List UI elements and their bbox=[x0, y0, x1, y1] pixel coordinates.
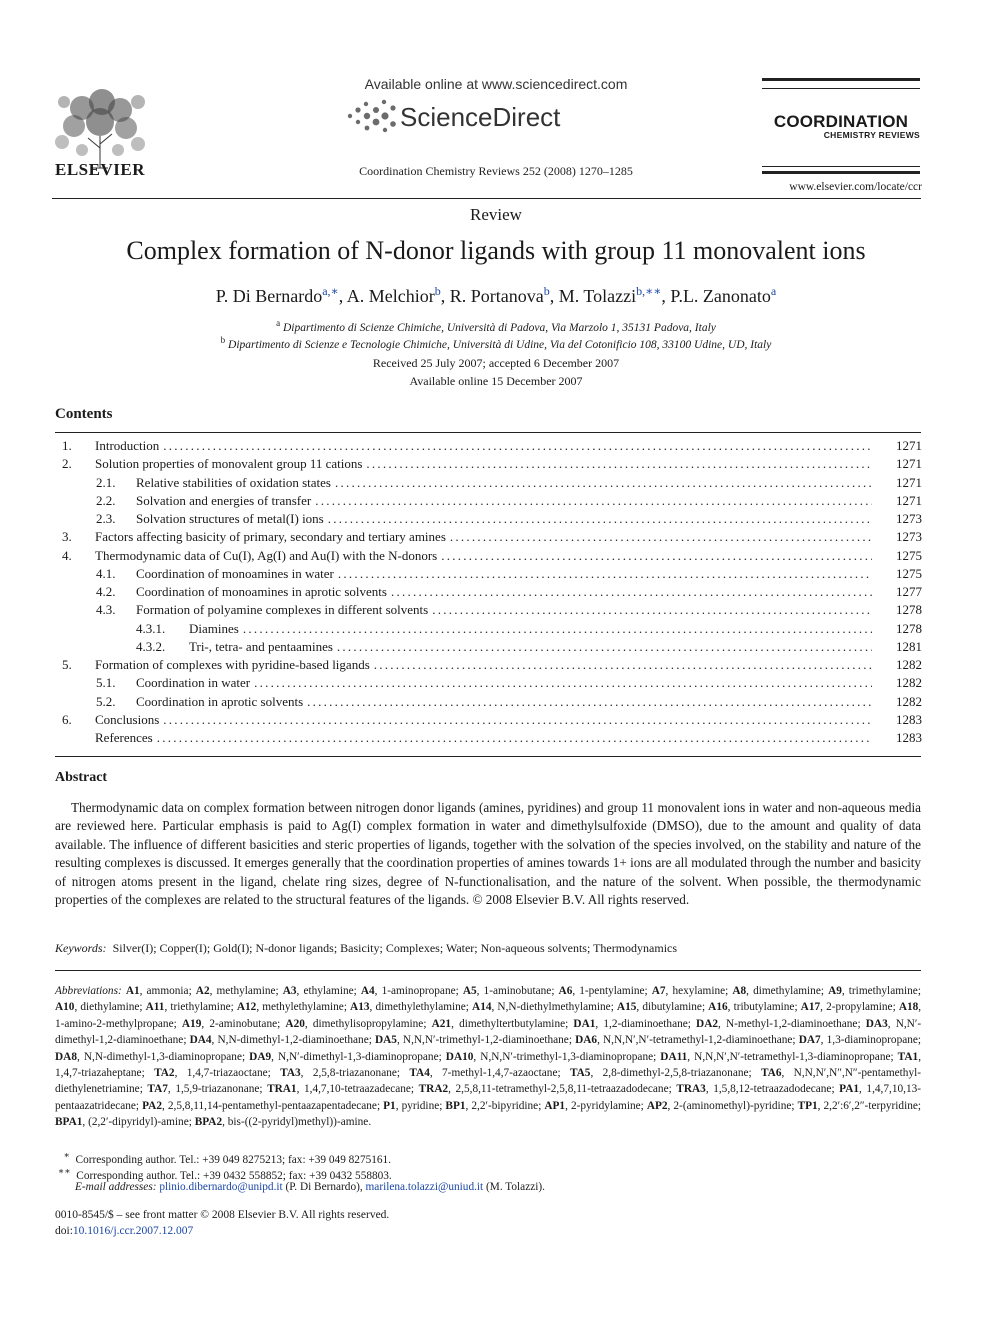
abbreviation-definition: 1-aminobutane bbox=[483, 985, 552, 997]
abbreviation-definition: (2,2′-dipyridyl)-amine bbox=[88, 1116, 189, 1129]
abbreviations bbox=[55, 983, 921, 1131]
author-list bbox=[0, 284, 992, 307]
toc-entry[interactable] bbox=[62, 455, 922, 473]
abbreviation-definition: hexylamine bbox=[672, 985, 726, 997]
toc-leader-dots bbox=[391, 583, 872, 601]
author-name: A. Melchior bbox=[346, 286, 435, 306]
toc-leader-dots bbox=[307, 693, 872, 711]
toc-entry-number: 5.1. bbox=[96, 675, 116, 691]
abbreviation-code: TRA3 bbox=[676, 1083, 706, 1096]
toc-leader-dots bbox=[328, 510, 872, 528]
toc-entry-page: 1271 bbox=[896, 456, 922, 472]
toc-entry-page: 1271 bbox=[896, 474, 922, 490]
keywords-list: Silver(I); Copper(I); Gold(I); N-donor ligands; Basicity; Complexes; Water; Non-aqueous solvents; Thermodynamics bbox=[112, 941, 678, 955]
toc-entry-title: Solution properties of monovalent group 11 cations bbox=[95, 456, 363, 472]
abbreviation-code: DA5 bbox=[374, 1034, 397, 1047]
toc-entry-page: 1281 bbox=[896, 638, 922, 654]
abbreviation-definition: 1,4,7-triazaheptane bbox=[55, 1067, 142, 1080]
affiliation-a: $^a$ Dipartimento di Scienze Chimiche, Università di Padova, Via Marzolo 1, 35131 Padova, Italy bbox=[276, 318, 716, 334]
toc-entry-page: 1282 bbox=[896, 675, 922, 691]
copyright-notice: 0010-8545/$ – see front matter © 2008 Elsevier B.V. All rights reserved. bbox=[55, 1209, 390, 1221]
toc-entry-title: Coordination of monoamines in aprotic solvents bbox=[136, 584, 387, 599]
toc-entry-title: Formation of complexes with pyridine-based ligands bbox=[95, 657, 370, 672]
abbreviation-definition: 1,5,8,12-tetraazadodecane bbox=[713, 1083, 832, 1096]
abbreviation-definition: N,N′-dimethyl-1,2-diaminoethane bbox=[55, 1017, 922, 1047]
author-affiliation-mark[interactable]: b bbox=[434, 284, 441, 298]
abbreviation-definition: 1-amino-2-methylpropane bbox=[55, 1017, 174, 1030]
available-online-date: Available online 15 December 2007 bbox=[409, 374, 583, 388]
abbreviation-definition: 1,4,7,10-tetraazadecane bbox=[303, 1083, 411, 1096]
toc-leader-dots bbox=[254, 674, 872, 692]
abbreviation-definition: N,N-dimethyl-1,2-diaminoethane bbox=[217, 1034, 369, 1047]
toc-entry[interactable] bbox=[62, 528, 922, 546]
toc-entry-title: Solvation structures of metal(I) ions bbox=[136, 511, 324, 526]
toc-leader-dots bbox=[163, 711, 872, 729]
toc-leader-dots bbox=[163, 437, 872, 455]
abbreviation-code: A12 bbox=[236, 1001, 257, 1014]
toc-entry[interactable] bbox=[62, 583, 922, 601]
toc-entry-page: 1283 bbox=[896, 730, 922, 745]
abbreviation-definition: 2-aminobutane bbox=[209, 1017, 278, 1030]
abbreviation-code: A16 bbox=[708, 1001, 728, 1014]
abbreviation-definition: dimethylisopropylamine bbox=[312, 1017, 424, 1030]
abstract-heading: Abstract bbox=[55, 770, 108, 785]
abbreviation-code: TA1 bbox=[897, 1050, 919, 1063]
journal-logo-rule bbox=[762, 88, 920, 89]
journal-url-link[interactable]: www.elsevier.com/locate/ccr bbox=[789, 181, 922, 193]
toc-entry[interactable] bbox=[62, 729, 922, 747]
abbreviation-definition: N,N,N′-trimethyl-1,3-diaminopropane bbox=[480, 1050, 654, 1063]
toc-leader-dots bbox=[315, 492, 872, 510]
email-link-tolazzi[interactable]: marilena.tolazzi@uniud.it bbox=[365, 1181, 484, 1193]
abbreviation-code: A6 bbox=[558, 985, 573, 997]
toc-entry-number: 4. bbox=[62, 547, 72, 563]
corresponding-author-2: ∗∗ Corresponding author. Tel.: +39 0432 558852; fax: +39 0432 558803. bbox=[57, 1167, 392, 1182]
author-separator: , bbox=[549, 286, 559, 306]
abbreviation-code: A10 bbox=[55, 1001, 75, 1014]
abbreviation-code: A13 bbox=[350, 1001, 370, 1014]
toc-entry-page: 1278 bbox=[896, 620, 922, 636]
author-affiliation-mark[interactable]: a,∗ bbox=[322, 284, 339, 298]
article-title: Complex formation of N-donor ligands with group 11 monovalent ions bbox=[126, 236, 866, 265]
toc-entry-title: Coordination of monoamines in water bbox=[136, 565, 334, 581]
abbreviation-code: AP1 bbox=[544, 1099, 566, 1112]
abbreviation-definition: N,N,N′,N′-tetramethyl-1,3-diaminopropane bbox=[694, 1050, 891, 1063]
author-affiliation-mark[interactable]: b,∗∗ bbox=[636, 284, 662, 298]
contents-divider bbox=[55, 432, 921, 433]
sciencedirect-dots-icon bbox=[348, 100, 396, 132]
abbreviation-code: A15 bbox=[616, 1001, 637, 1014]
author-name: P. Di Bernardo bbox=[215, 286, 323, 306]
abbreviation-code: A5 bbox=[462, 985, 477, 997]
abbreviation-definition: N,N,N′-trimethyl-1,2-diaminoethane bbox=[402, 1034, 569, 1047]
toc-entry-title: Formation of polyamine complexes in different solvents bbox=[136, 602, 429, 618]
toc-entry-title: Factors affecting basicity of primary, secondary and tertiary amines bbox=[95, 529, 446, 545]
toc-entry[interactable] bbox=[62, 693, 922, 711]
toc-entry-page: 1275 bbox=[896, 565, 922, 581]
toc-entry-number: 6. bbox=[62, 711, 72, 727]
abbreviation-code: AP2 bbox=[646, 1099, 668, 1112]
abbreviation-definition: 1,5,9-triazanonane bbox=[175, 1083, 260, 1096]
abbreviations-label: Abbreviations: bbox=[55, 985, 122, 997]
toc-entry-title: Diamines bbox=[189, 620, 239, 636]
toc-entry-title: Solvation and energies of transfer bbox=[136, 492, 312, 508]
abbreviation-code: BPA1 bbox=[55, 1116, 83, 1129]
journal-logo-title: COORDINATION bbox=[773, 112, 909, 131]
abbreviation-definition: dimethylamine bbox=[753, 985, 821, 997]
toc-entry-number: 4.3.2. bbox=[136, 638, 166, 654]
toc-entry[interactable] bbox=[62, 510, 922, 528]
abbreviation-code: TA3 bbox=[280, 1067, 301, 1080]
abbreviation-definition: 2,5,8,11,14-pentamethyl-pentaazapentadecane bbox=[167, 1099, 377, 1112]
abbreviation-code: TA2 bbox=[154, 1067, 175, 1080]
toc-entry-number: 4.3. bbox=[96, 602, 116, 618]
abbreviation-code: TRA1 bbox=[267, 1083, 297, 1096]
author-name: P.L. Zanonato bbox=[670, 286, 771, 306]
toc-entry[interactable] bbox=[62, 674, 922, 692]
abbreviation-definition: 2,8-dimethyl-2,5,8-triazanonane bbox=[602, 1067, 749, 1080]
toc-entry-title: Conclusions bbox=[95, 711, 160, 727]
abbreviation-code: A19 bbox=[181, 1017, 202, 1030]
doi: doi:10.1016/j.ccr.2007.12.007 bbox=[55, 1225, 194, 1237]
toc-entry-page: 1278 bbox=[896, 602, 922, 618]
toc-entry-title: Tri-, tetra- and pentaamines bbox=[189, 638, 333, 654]
toc-entry[interactable] bbox=[62, 547, 922, 565]
abbreviation-definition: 2,2′-bipyridine bbox=[471, 1099, 539, 1112]
abbreviation-definition: N,N′-dimethyl-1,3-diaminopropane bbox=[278, 1050, 439, 1063]
toc-entry-number: 2. bbox=[62, 456, 72, 472]
toc-entry[interactable] bbox=[62, 638, 922, 656]
abbreviation-code: A8 bbox=[732, 985, 747, 997]
abbreviation-code: TA5 bbox=[569, 1067, 591, 1080]
toc-entry-number: 4.2. bbox=[96, 584, 116, 599]
abbreviation-definition: pyridine bbox=[401, 1099, 440, 1112]
toc-entry[interactable] bbox=[62, 474, 922, 492]
journal-logo-rule bbox=[762, 78, 920, 81]
abbreviation-definition: 1,4,7-triazaoctane bbox=[186, 1067, 268, 1080]
abbreviation-definition: methylamine bbox=[216, 985, 276, 997]
toc-entry-number: 1. bbox=[62, 438, 72, 453]
abbreviation-code: A2 bbox=[195, 985, 210, 997]
toc-entry-page: 1273 bbox=[896, 511, 922, 526]
abbreviation-definition: N,N,N′,N′-tetramethyl-1,2-diaminoethane bbox=[603, 1034, 793, 1047]
abbreviation-definition: N,N-diethylmethylamine bbox=[497, 1001, 611, 1014]
toc-entry-title: Coordination in aprotic solvents bbox=[136, 693, 304, 709]
toc-entry-number: 2.2. bbox=[96, 492, 116, 508]
abbreviation-code: DA8 bbox=[55, 1050, 77, 1063]
toc-entry-title: Introduction bbox=[95, 438, 160, 453]
toc-entry-title: Coordination in water bbox=[136, 675, 251, 691]
toc-leader-dots bbox=[441, 547, 872, 565]
abstract-text: Thermodynamic data on complex formation between nitrogen donor ligands (amines, pyridines) and group 11 monovalent ions in water and non-aqueous media are reviewed here. Particular emphasis is paid to Ag(I) complex formation in water and dimethylsulfoxide (DMSO), due to the amount and quality of data available. The influence of different basicities and steric properties of ligands, together with the solvation of the species involved, on the stability and nature of the resulting complexes is discussed. It emerges generally that the coordination properties of amines towards 1+ ions are all modulated through the number and basicity of nitrogen atoms present in the ligand, chelate ring sizes, degree of N-functionalisation, and the nature of the solvent. When possible, the thermodynamic properties of the complexes are related to the structural features of the ligands. © 2008 Elsevier B.V. All rights reserved. bbox=[55, 800, 921, 908]
abbreviation-code: A11 bbox=[145, 1001, 165, 1014]
abbreviation-definition: triethylamine bbox=[170, 1001, 231, 1014]
abbreviation-code: A9 bbox=[828, 985, 842, 997]
author-name: M. Tolazzi bbox=[558, 286, 637, 306]
abbreviation-definition: 1,4,7,10,13-pentaazatridecane bbox=[55, 1083, 922, 1112]
abbreviation-code: BP1 bbox=[445, 1099, 466, 1112]
toc-leader-dots bbox=[243, 620, 872, 638]
abbreviation-definition: dimethyltertbutylamine bbox=[459, 1017, 566, 1030]
toc-leader-dots bbox=[432, 601, 872, 619]
abbreviation-code: TA6 bbox=[760, 1067, 782, 1080]
abbreviation-definition: trimethylamine bbox=[848, 985, 918, 997]
toc-entry[interactable] bbox=[62, 601, 922, 619]
toc-entry-title: Thermodynamic data of Cu(I), Ag(I) and Au(I) with the N-donors bbox=[95, 547, 438, 563]
toc-leader-dots bbox=[157, 729, 872, 747]
abbreviation-definition: 2-pyridylamine bbox=[570, 1099, 641, 1112]
abbreviation-definition: dimethylethylamine bbox=[375, 1001, 466, 1014]
publisher-name: ELSEVIER bbox=[55, 160, 145, 179]
author-affiliation-mark[interactable]: b bbox=[543, 284, 550, 298]
abbreviation-definition: 2-propylamine bbox=[826, 1001, 893, 1014]
toc-entry-page: 1273 bbox=[896, 529, 922, 545]
toc-entry[interactable] bbox=[62, 620, 922, 638]
toc-entry[interactable] bbox=[62, 656, 922, 674]
toc-entry-title: Relative stabilities of oxidation states bbox=[136, 474, 331, 490]
abbreviation-code: A18 bbox=[898, 1001, 919, 1014]
abbreviation-definition: 2,5,8,11-tetramethyl-2,5,8,11-tetraazadodecane bbox=[455, 1083, 669, 1096]
abbreviation-code: A1 bbox=[125, 985, 140, 997]
abbreviation-definition: tributylamine bbox=[733, 1001, 795, 1014]
abbreviation-code: A3 bbox=[282, 985, 297, 997]
toc-entry-number: 4.3.1. bbox=[136, 620, 166, 636]
abbreviation-code: BPA2 bbox=[194, 1116, 223, 1129]
corresponding-author-1: ∗ Corresponding author. Tel.: +39 049 8275213; fax: +39 049 8275161. bbox=[63, 1151, 392, 1166]
abbreviation-code: A14 bbox=[472, 1001, 492, 1014]
toc-entry-page: 1271 bbox=[896, 492, 922, 508]
author-name: R. Portanova bbox=[449, 286, 544, 306]
abbreviation-definition: ammonia bbox=[146, 985, 189, 997]
keywords-divider bbox=[55, 970, 921, 971]
author-separator: , bbox=[338, 286, 347, 306]
journal-logo-rule bbox=[762, 166, 920, 167]
toc-entry-page: 1283 bbox=[896, 711, 922, 727]
toc-entry-page: 1277 bbox=[896, 584, 922, 599]
abbreviation-code: DA6 bbox=[575, 1034, 598, 1047]
toc-entry-number: 5.2. bbox=[96, 693, 116, 709]
abbreviation-code: PA2 bbox=[142, 1099, 162, 1112]
email-addresses: E-mail addresses: plinio.dibernardo@unipd.it (P. Di Bernardo), marilena.tolazzi@uniud.it (M. Tolazzi). bbox=[75, 1181, 545, 1193]
toc-leader-dots bbox=[374, 656, 872, 674]
abbreviation-code: DA10 bbox=[445, 1050, 474, 1063]
abbreviation-code: TP1 bbox=[797, 1099, 818, 1112]
abbreviation-definition: bis-((2-pyridyl)methyl))-amine bbox=[227, 1116, 369, 1129]
toc-entry-number: 5. bbox=[62, 657, 72, 672]
abbreviation-code: DA1 bbox=[573, 1017, 596, 1030]
abbreviation-code: A17 bbox=[800, 1001, 821, 1014]
abbreviation-code: P1 bbox=[383, 1099, 396, 1112]
abbreviation-definition: N-methyl-1,2-diaminoethane bbox=[726, 1017, 858, 1030]
toc-leader-dots bbox=[450, 528, 872, 546]
toc-entry-number: 2.3. bbox=[96, 511, 116, 526]
toc-entry[interactable] bbox=[62, 492, 922, 510]
abbreviation-definition: methylethylamine bbox=[262, 1001, 344, 1014]
toc-entry[interactable] bbox=[62, 437, 922, 455]
journal-reference: Coordination Chemistry Reviews 252 (2008) 1270–1285 bbox=[359, 164, 633, 178]
toc-leader-dots bbox=[366, 455, 872, 473]
toc-leader-dots bbox=[338, 565, 872, 583]
keywords-label: Keywords: bbox=[55, 941, 107, 955]
abbreviation-definition: ethylamine bbox=[303, 985, 354, 997]
abbreviation-code: A21 bbox=[431, 1017, 452, 1030]
journal-logo-rule bbox=[762, 171, 920, 174]
toc-entry-number: 4.1. bbox=[96, 565, 116, 581]
abbreviation-definition: 7-methyl-1,4,7-azaoctane bbox=[442, 1067, 558, 1080]
abbreviation-definition: 2,2′:6′,2″-terpyridine bbox=[823, 1099, 918, 1112]
abbreviation-code: DA7 bbox=[798, 1034, 821, 1047]
author-affiliation-mark[interactable]: a bbox=[770, 284, 777, 298]
toc-entry-page: 1271 bbox=[896, 438, 922, 453]
abbreviation-code: A20 bbox=[285, 1017, 305, 1030]
doi-link[interactable]: 10.1016/j.ccr.2007.12.007 bbox=[72, 1225, 194, 1237]
toc-entry[interactable] bbox=[62, 565, 922, 583]
abbreviation-definition: N,N,N′,N″,N″-pentamethyl-diethylenetriamine bbox=[55, 1067, 921, 1096]
toc-entry-number: 3. bbox=[62, 529, 72, 545]
abbreviation-definition: dibutylamine bbox=[642, 1001, 702, 1014]
abbreviation-code: PA1 bbox=[839, 1083, 860, 1096]
keywords bbox=[55, 941, 921, 956]
toc-entry[interactable] bbox=[62, 711, 922, 729]
abbreviation-definition: diethylamine bbox=[80, 1001, 140, 1014]
abbreviation-code: TRA2 bbox=[418, 1083, 449, 1096]
abbreviation-definition: 2-(aminomethyl)-pyridine bbox=[673, 1099, 792, 1112]
abbreviation-definition: 1,2-diaminoethane bbox=[603, 1017, 688, 1030]
journal-logo-subtitle: CHEMISTRY REVIEWS bbox=[823, 130, 920, 140]
abbreviation-definition: 2,5,8-triazanonane bbox=[312, 1067, 397, 1080]
sciencedirect-wordmark: ScienceDirect bbox=[400, 102, 561, 132]
sciencedirect-logo[interactable] bbox=[342, 96, 572, 136]
affiliation-b: $^b$ Dipartimento di Scienze e Tecnologie Chimiche, Università di Udine, Via del Cotonificio 108, 33100 Udine, UD, Italy bbox=[220, 335, 772, 351]
abbreviation-definition: 1,3-diaminopropane bbox=[826, 1034, 918, 1047]
abstract-divider bbox=[55, 756, 921, 757]
toc-leader-dots bbox=[335, 474, 872, 492]
abbreviation-definition: N,N-dimethyl-1,3-diaminopropane bbox=[83, 1050, 242, 1063]
contents-heading: Contents bbox=[55, 406, 113, 422]
toc-entry-page: 1282 bbox=[896, 657, 922, 672]
abbreviation-code: TA4 bbox=[409, 1067, 430, 1080]
author-separator: , bbox=[661, 286, 671, 306]
abbreviations-list: A1, ammonia; A2, methylamine; A3, ethylamine; A4, 1-aminopropane; A5, 1-aminobutane; A6, 1-pentylamine; A7, hexylamine; A8, dimethylamine; A9, trimethylamine; A10, diethylamine; A11, triethylamine; A12, methylethylamine; A13, dimethylethylamine; A14, N,N-diethylmethylamine; A15, dibutylamine; A16, tributylamine; A17, 2-propylamine; A18, 1-amino-2-methylpropane; A19, 2-aminobutane; A20, dimethylisopropylamine; A21, dimethyltertbutylamine; DA1, 1,2-diaminoethane; DA2, N-methyl-1,2-diaminoethane; DA3, N,N′-dimethyl-1,2-diaminoethane; DA4, N,N-dimethyl-1,2-diaminoethane; DA5, N,N,N′-trimethyl-1,2-diaminoethane; DA6, N,N,N′,N′-tetramethyl-1,2-diaminoethane; DA7, 1,3-diaminopropane; DA8, N,N-dimethyl-1,3-diaminopropane; DA9, N,N′-dimethyl-1,3-diaminopropane; DA10, N,N,N′-trimethyl-1,3-diaminopropane; DA11, N,N,N′,N′-tetramethyl-1,3-diaminopropane; TA1, 1,4,7-triazaheptane; TA2, 1,4,7-triazaoctane; TA3, 2,5,8-triazanonane; TA4, 7-methyl-1,4,7-azaoctane; TA5, 2,8-dimethyl-2,5,8-triazanonane; TA6, N,N,N′,N″,N″-pentamethyl-diethylenetriamine; TA7, 1,5,9-triazanonane; TRA1, 1,4,7,10-tetraazadecane; TRA2, 2,5,8,11-tetramethyl-2,5,8,11-tetraazadodecane; TRA3, 1,5,8,12-tetraazadodecane; PA1, 1,4,7,10,13-pentaazatridecane; PA2, 2,5,8,11,14-pentamethyl-pentaazapentadecane; P1, pyridine; BP1, 2,2′-bipyridine; AP1, 2-pyridylamine; AP2, 2-(aminomethyl)-pyridine; TP1, 2,2′:6′,2″-terpyridine; BPA1, (2,2′-dipyridyl)-amine; BPA2, bis-((2-pyridyl)methyl))-amine. bbox=[55, 985, 922, 1129]
abbreviation-code: DA4 bbox=[189, 1034, 212, 1047]
abbreviation-code: A4 bbox=[360, 985, 375, 997]
available-online-text: Available online at www.sciencedirect.com bbox=[364, 76, 628, 92]
abbreviation-code: DA11 bbox=[660, 1050, 688, 1063]
email-link-dibernardo[interactable]: plinio.dibernardo@unipd.it bbox=[159, 1181, 283, 1193]
abbreviation-code: DA2 bbox=[696, 1017, 719, 1030]
article-type: Review bbox=[470, 205, 522, 224]
abbreviation-code: DA3 bbox=[865, 1017, 888, 1030]
toc-entry-page: 1275 bbox=[896, 547, 922, 563]
abbreviation-definition: 1-pentylamine bbox=[579, 985, 645, 997]
abbreviation-code: DA9 bbox=[249, 1050, 272, 1063]
toc-entry-page: 1282 bbox=[896, 693, 922, 709]
abbreviation-code: TA7 bbox=[147, 1083, 168, 1096]
received-dates: Received 25 July 2007; accepted 6 December 2007 bbox=[372, 356, 620, 370]
header-divider bbox=[52, 198, 921, 199]
toc-entry-number: 2.1. bbox=[96, 474, 116, 490]
author-separator: , bbox=[440, 286, 450, 306]
abbreviation-definition: 1-aminopropane bbox=[381, 985, 456, 997]
toc-leader-dots bbox=[337, 638, 872, 656]
toc-entry-title: References bbox=[95, 730, 153, 745]
abbreviation-code: A7 bbox=[651, 985, 666, 997]
